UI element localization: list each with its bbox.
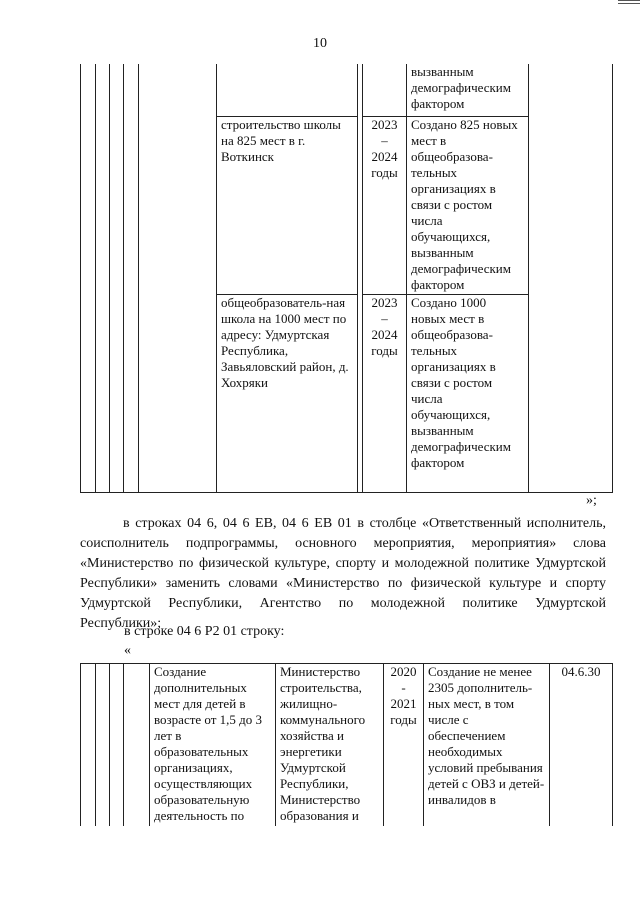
measure-name-cell bbox=[217, 64, 358, 116]
table-cell bbox=[124, 64, 139, 492]
table-cell bbox=[96, 64, 110, 492]
executor-cell: Министерство строительства, жилищно-коммунального хозяйства и энергетики Удмуртской Республики, Министерство образования и bbox=[276, 664, 384, 826]
period-cell: 2023 – 2024 годы bbox=[363, 116, 407, 294]
scan-corner-mark bbox=[618, 0, 640, 8]
indicator-cell: 04.6.30 bbox=[550, 664, 613, 826]
measure-name-cell: Создание дополнительных мест для детей в возрасте от 1,5 до 3 лет в образовательных организациях, осуществляющих образовательную деятельность по bbox=[150, 664, 276, 826]
table-row bbox=[81, 664, 613, 826]
table-cell bbox=[124, 664, 150, 826]
table-cell bbox=[96, 664, 110, 826]
program-table-continued bbox=[80, 64, 613, 493]
result-cell: Создание не менее 2305 дополнитель-ных мест, в том числе с обеспечением необходимых условий пребывания детей с ОВЗ и детей-инвалидов в bbox=[424, 664, 550, 826]
result-cell: Создано 825 новых мест в общеобразова-тельных организациях в связи с ростом числа обучающихся, вызванным демографическим фактором bbox=[407, 116, 529, 294]
table-row bbox=[81, 64, 613, 116]
table-cell bbox=[110, 664, 124, 826]
table-cell bbox=[529, 64, 613, 492]
program-table-new-row bbox=[80, 663, 613, 826]
period-cell: 2020 - 2021 годы bbox=[384, 664, 424, 826]
table-cell bbox=[110, 64, 124, 492]
result-cell: Создано 1000 новых мест в общеобразова-тельных организациях в связи с ростом числа обучающихся, вызванным демографическим фактором bbox=[407, 294, 529, 492]
table-cell bbox=[139, 64, 217, 492]
page-number: 10 bbox=[313, 36, 327, 51]
opening-quote: « bbox=[124, 643, 131, 658]
measure-name-cell: строительство школы на 825 мест в г. Воткинск bbox=[217, 116, 358, 294]
measure-name-cell: общеобразователь-ная школа на 1000 мест по адресу: Удмуртская Республика, Завьяловский район, д. Хохряки bbox=[217, 294, 358, 492]
table-closing-quote: »; bbox=[586, 493, 597, 508]
result-cell: вызванным демографическим фактором bbox=[407, 64, 529, 116]
period-cell: 2023 – 2024 годы bbox=[363, 294, 407, 492]
table-cell bbox=[81, 64, 96, 492]
amendment-paragraph: в строках 04 6, 04 6 ЕВ, 04 6 ЕВ 01 в столбце «Ответственный исполнитель, соисполнитель подпрограммы, основного мероприятия, мероприятия» слова «Министерство по физической культуре, спорту и молодежной политике Удмуртской Республики» заменить словами «Министерство по физической культуре и спорту Удмуртской Республики, Агентство по молодежной политике Удмуртской Республики»; bbox=[80, 516, 606, 631]
period-cell bbox=[363, 64, 407, 116]
table-cell bbox=[81, 664, 96, 826]
amendment-paragraph: в строке 04 6 Р2 01 строку: bbox=[124, 624, 285, 639]
